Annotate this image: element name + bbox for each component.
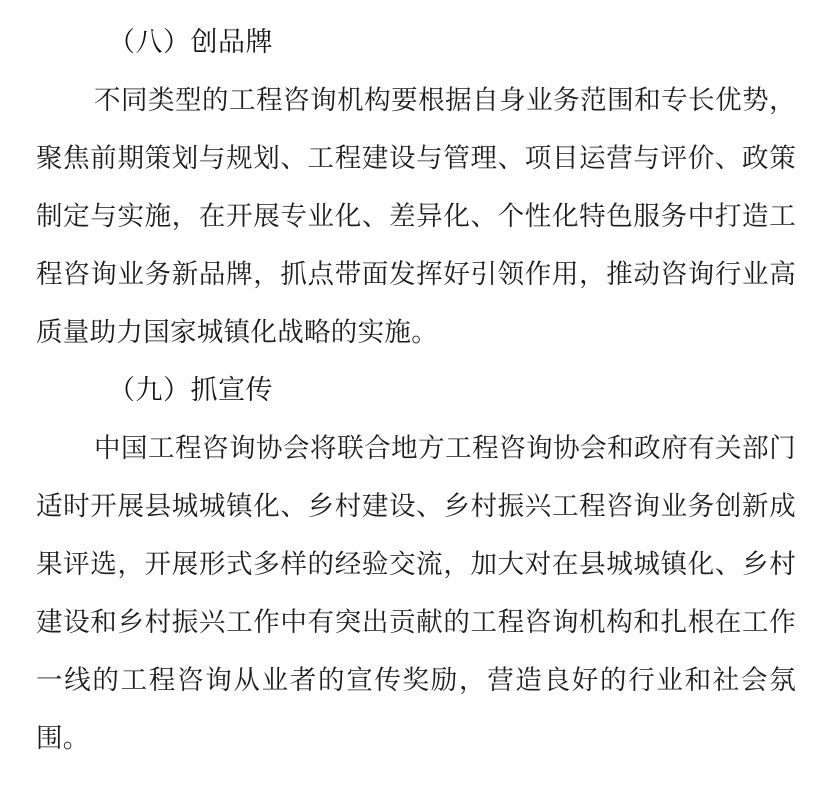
section-heading-9: （九）抓宣传 [108, 375, 273, 406]
section-paragraph-9: 中国工程咨询协会将联合地方工程咨询协会和政府有关部门适时开展县城城镇化、乡村建设、乡村振兴工程咨询业务创新成果评选，开展形式多样的经验交流，加大对在县城城镇化、乡村建设和乡村振兴工作中有突出贡献的工程咨询机构和扎根在工作一线的工程咨询从业者的宣传奖励，营造良好的行业和社会氛围。 [36, 433, 796, 754]
section-block-9 [36, 362, 796, 768]
document-body [36, 14, 796, 768]
section-heading-8: （八）创品牌 [108, 27, 273, 58]
section-block-8 [36, 14, 796, 362]
section-paragraph-8: 不同类型的工程咨询机构要根据自身业务范围和专长优势，聚焦前期策划与规划、工程建设与管理、项目运营与评价、政策制定与实施，在开展专业化、差异化、个性化特色服务中打造工程咨询业务新品牌，抓点带面发挥好引领作用，推动咨询行业高质量助力国家城镇化战略的实施。 [36, 85, 796, 348]
